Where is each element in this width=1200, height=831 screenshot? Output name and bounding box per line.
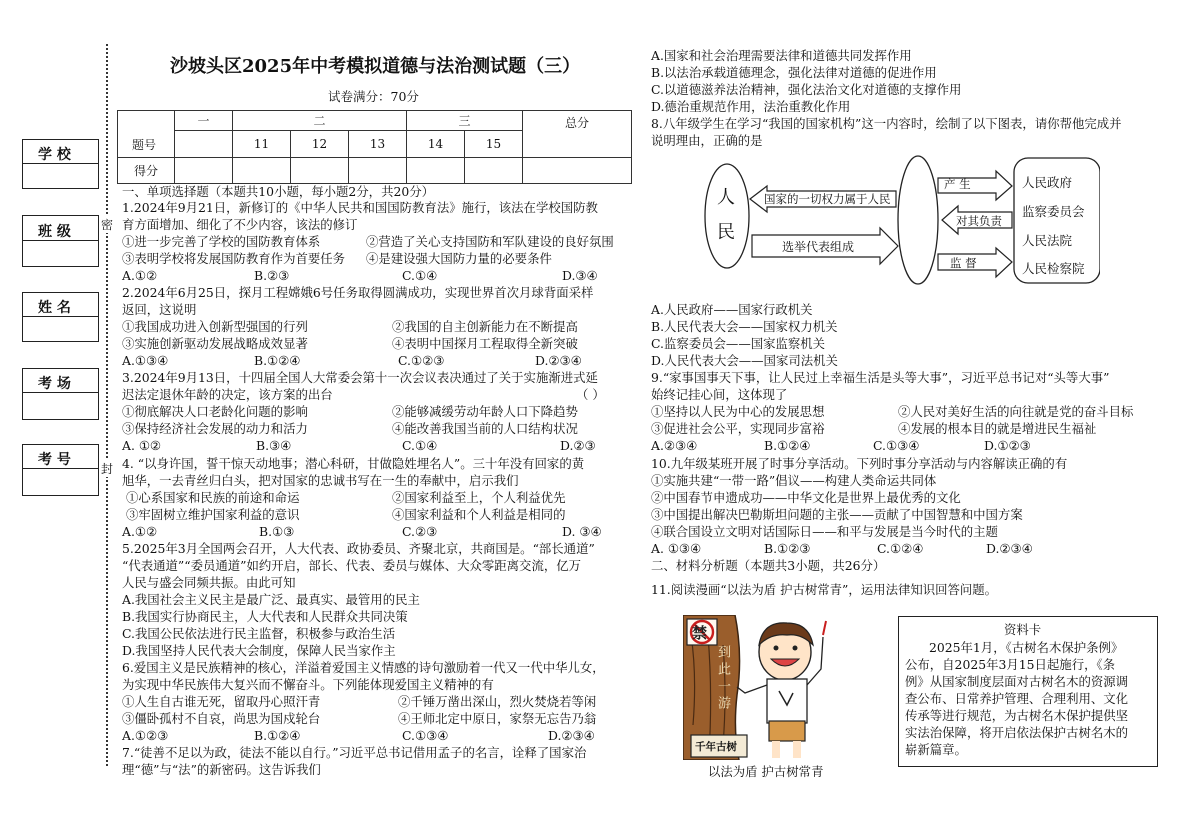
q9-option: ①坚持以人民为中心的发展思想 [651, 404, 825, 419]
score-label-qnum: 题号 [132, 138, 157, 152]
q2-answer-b[interactable]: B.①②④ [254, 353, 301, 368]
q5-line: 5.2025年3月全国两会召开，人大代表、政协委员、齐聚北京，共商国是。“部长通道” [122, 541, 595, 556]
score-q-14: 14 [407, 131, 465, 157]
q6-option: ③僵卧孤村不自哀，尚思为国戍轮台 [122, 711, 321, 726]
sidebar-school-label: 学 校 [38, 147, 71, 163]
q6-answer-d[interactable]: D.②③④ [548, 728, 595, 743]
q6-option: ④王师北定中原日，家祭无忘告乃翁 [398, 711, 597, 726]
q6-answer-b[interactable]: B.①②④ [254, 728, 301, 743]
cartoon-caption: 以法为盾 护古树常青 [708, 764, 824, 779]
section-1-heading: 一、单项选择题（本题共10小题，每小题2分，共20分） [122, 184, 435, 199]
score-q-15: 15 [465, 131, 523, 157]
q4-answer-d[interactable]: D. ③④ [562, 524, 602, 539]
no-sign-char: 禁 [692, 624, 708, 642]
q4-line: 4. “以身许国，誓干惊天动地事；潜心科研，甘做隐姓埋名人”。三十年没有回家的黄 [122, 456, 585, 471]
organ-court: 人民法院 [1022, 233, 1073, 248]
q4-answer-a[interactable]: A.①② [122, 524, 158, 539]
q4-option: ②国家利益至上，个人利益优先 [392, 490, 566, 505]
info-card-line: 2025年1月，《古树名木保护条例》 [929, 640, 1124, 655]
q2-answer-d[interactable]: D.②③④ [535, 353, 582, 368]
q9-option: ③促进社会公平，实现同步富裕 [651, 421, 825, 436]
q10-answer-b[interactable]: B.①②③ [764, 541, 811, 556]
q2-option: ③实施创新驱动发展战略成效显著 [122, 336, 308, 351]
q9-option: ④发展的根本目的就是增进民生福祉 [898, 421, 1097, 436]
q3-option: ④能改善我国当前的人口结构状况 [392, 421, 578, 436]
info-card-line: 传承等进行规范，为古树名木保护提供坚 [905, 708, 1129, 723]
sidebar-number-label: 考 号 [38, 452, 71, 468]
q2-answer-a[interactable]: A.①③④ [122, 353, 169, 368]
q3-option: ②能够减缓劳动年龄人口下降趋势 [392, 404, 578, 419]
q9-option: ②人民对美好生活的向往就是党的奋斗目标 [898, 404, 1134, 419]
score-q-11: 11 [233, 131, 291, 157]
q7-line: 7.“徒善不足以为政，徒法不能以自行。”习近平总书记借用孟子的名言，诠释了国家治 [122, 745, 587, 760]
q10-option: ①实施共建“一带一路”倡议——构建人类命运共同体 [651, 473, 937, 488]
organ-supervision: 监察委员会 [1022, 204, 1085, 219]
q8-option-c[interactable]: C.监察委员会——国家监察机关 [651, 336, 826, 351]
full-marks: 试卷满分：70分 [328, 89, 419, 104]
sidebar-room-label: 考 场 [38, 376, 71, 392]
score-cell[interactable] [349, 157, 407, 183]
q8-option-a[interactable]: A.人民政府——国家行政机关 [651, 302, 813, 317]
q5-line: “代表通道”“委员通道”如约开启，部长、代表、委员与媒体、大众零距离交流，亿万 [122, 558, 582, 573]
q2-line: 返回，这说明 [122, 302, 197, 317]
q7-option-a[interactable]: A.国家和社会治理需要法律和道德共同发挥作用 [651, 48, 912, 63]
q3-answer-a[interactable]: A. ①② [122, 438, 162, 453]
q6-answer-c[interactable]: C.①③④ [402, 728, 449, 743]
q1-option: ②营造了关心支持国防和军队建设的良好氛围 [366, 234, 614, 249]
ancient-tree-plaque: 千年古树 [695, 741, 737, 753]
page-title: 沙坡头区2025年中考模拟道德与法治测试题（三） [170, 56, 581, 77]
q3-option: ③保持经济社会发展的动力和活力 [122, 421, 308, 436]
q4-answer-b[interactable]: B.①③ [259, 524, 295, 539]
q2-option: ①我国成功进入创新型强国的行列 [122, 319, 308, 334]
responsible-label: 对其负责 [956, 214, 1002, 228]
people-ellipse [705, 164, 749, 268]
q1-line: 1.2024年9月21日，新修订的《中华人民共和国国防教育法》施行，该法在学校国防教 [122, 200, 598, 215]
q3-line: 3.2024年9月13日，十四届全国人大常委会第十一次会议表决通过了关于实施渐进式延 [122, 370, 598, 385]
q3-answer-c[interactable]: C.①④ [402, 438, 438, 453]
score-cell[interactable] [407, 157, 465, 183]
q10-option: ②中国春节申遗成功——中华文化是世界上最优秀的文化 [651, 490, 961, 505]
q9-line: 9.“家事国事天下事，让人民过上幸福生活是头等大事”，习近平总书记对“头等大事” [651, 370, 1110, 385]
score-q-13: 13 [349, 131, 407, 157]
score-q-empty [175, 131, 233, 157]
q1-answer-c[interactable]: C.①④ [402, 268, 438, 283]
q6-option: ②千锤万凿出深山，烈火焚烧若等闲 [398, 694, 597, 709]
q7-line: 理“德”与“法”的新密码。这告诉我们 [122, 762, 321, 777]
binding-dotted-line [106, 44, 108, 766]
q1-answer-a[interactable]: A.①② [122, 268, 158, 283]
q10-answer-c[interactable]: C.①②④ [877, 541, 924, 556]
info-card-line: 例》从国家制度层面对古树名木的资源调 [905, 674, 1129, 689]
q4-answer-c[interactable]: C.②③ [402, 524, 438, 539]
score-cell[interactable] [291, 157, 349, 183]
q7-option-b[interactable]: B.以法治承载道德理念，强化法律对道德的促进作用 [651, 65, 937, 80]
seal-mark-feng: 封 [101, 462, 114, 476]
q10-option: ③中国提出解决巴勒斯坦问题的主张——贡献了中国智慧和中国方案 [651, 507, 1023, 522]
produce-label: 产 生 [944, 177, 971, 191]
people-char: 人 [717, 187, 735, 208]
question-11: 11.阅读漫画“以法为盾 护古树常青”，运用法律知识回答问题。 [651, 582, 998, 597]
q3-answer-b[interactable]: B.③④ [256, 438, 292, 453]
q9-answer-d[interactable]: D.①②③ [984, 438, 1031, 453]
section-2-heading: 二、材料分析题（本题共3小题，共26分） [651, 558, 886, 573]
q6-line: 6.爱国主义是民族精神的核心，洋溢着爱国主义情感的诗句激励着一代又一代中华儿女， [122, 660, 605, 675]
q6-option: ①人生自古谁无死，留取丹心照汗青 [122, 694, 321, 709]
q8-line: 8.八年级学生在学习“我国的国家机构”这一内容时，绘制了以下图表，请你帮他完成并 [651, 116, 1122, 131]
q4-option: ③牢固树立维护国家利益的意识 [126, 507, 300, 522]
q5-line: 人民与盛会同频共振。由此可知 [122, 575, 296, 590]
score-table [117, 110, 632, 184]
q8-option-d[interactable]: D.人民代表大会——国家司法机关 [651, 353, 838, 368]
q2-answer-c[interactable]: C.①②③ [398, 353, 445, 368]
q4-line: 旭华，一去青丝归白头，把对国家的忠诚书写在一生的奉献中，启示我们 [122, 473, 519, 488]
score-cell[interactable] [465, 157, 523, 183]
congress-ellipse [898, 156, 938, 284]
q1-option: ④是建设强大国防力量的必要条件 [366, 251, 552, 266]
info-card [898, 616, 1158, 767]
q10-line: 10.九年级某班开展了时事分享活动。下列时事分享活动与内容解读正确的有 [651, 456, 1068, 471]
supervise-label: 监 督 [950, 256, 977, 270]
q8-line: 说明理由，正确的是 [651, 133, 763, 148]
q2-line: 2.2024年6月25日，探月工程嫦娥6号任务取得圆满成功，实现世界首次月球背面采样 [122, 285, 594, 300]
cartoon-illustration [683, 615, 838, 760]
score-label-score: 得分 [118, 157, 175, 183]
q5-option-b[interactable]: B.我国实行协商民主，人大代表和人民群众共同决策 [122, 609, 408, 624]
q1-answer-b[interactable]: B.②③ [254, 268, 290, 283]
score-cell[interactable] [175, 157, 233, 183]
seal-mark-mi: 密 [101, 218, 114, 232]
q5-option-a[interactable]: A.我国社会主义民主是最广泛、最真实、最管用的民主 [122, 592, 420, 607]
info-card-line: 崭新篇章。 [905, 742, 967, 757]
score-col-1: 一 [175, 111, 233, 131]
sidebar-name-label: 姓 名 [38, 300, 71, 316]
power-arrow-label: 国家的一切权力属于人民 [764, 192, 891, 206]
q10-answer-d[interactable]: D.②③④ [986, 541, 1033, 556]
score-col-total: 总分 [523, 111, 632, 158]
score-cell[interactable] [233, 157, 291, 183]
q7-option-c[interactable]: C.以道德滋养法治精神，强化法治文化对道德的支撑作用 [651, 82, 962, 97]
info-card-line: 实法治保障，将开启依法保护古树名木的 [905, 725, 1129, 740]
score-cell[interactable] [523, 157, 632, 183]
q7-option-d[interactable]: D.德治重规范作用，法治重教化作用 [651, 99, 851, 114]
q9-answer-c[interactable]: C.①③④ [873, 438, 920, 453]
q6-line: 为实现中华民族伟大复兴而不懈奋斗。下列能体现爱国主义精神的有 [122, 677, 494, 692]
q5-option-c[interactable]: C.我国公民依法进行民主监督，积极参与政治生活 [122, 626, 396, 641]
q9-line: 始终记挂心间，这体现了 [651, 387, 788, 402]
q3-option: ①彻底解决人口老龄化问题的影响 [122, 404, 308, 419]
score-col-2: 二 [233, 111, 407, 131]
q8-option-b[interactable]: B.人民代表大会——国家权力机关 [651, 319, 838, 334]
q6-answer-a[interactable]: A.①②③ [122, 728, 169, 743]
q4-option: ①心系国家和民族的前途和命运 [126, 490, 300, 505]
q5-option-d[interactable]: D.我国坚持人民代表大会制度，保障人民当家作主 [122, 643, 396, 658]
q10-answer-a[interactable]: A. ①③④ [651, 541, 702, 556]
sidebar-class-label: 班 级 [38, 224, 71, 240]
people-char: 民 [717, 222, 735, 243]
q1-option: ①进一步完善了学校的国防教育体系 [122, 234, 321, 249]
q10-option: ④联合国设立文明对话国际日——和平与发展是当今时代的主题 [651, 524, 998, 539]
elect-arrow-label: 选举代表组成 [782, 240, 855, 254]
q3-line: 迟法定退休年龄的决定，该方案的出台 [122, 387, 333, 402]
organ-procuratorate: 人民检察院 [1022, 261, 1085, 276]
q3-answer-paren[interactable]: （ ） [576, 387, 605, 402]
q9-answer-b[interactable]: B.①②④ [764, 438, 811, 453]
q1-option: ③表明学校将发展国防教育作为首要任务 [122, 251, 346, 266]
organ-government: 人民政府 [1022, 175, 1073, 190]
score-q-12: 12 [291, 131, 349, 157]
q1-answer-d[interactable]: D.③④ [562, 268, 598, 283]
graffiti-text: 到此一游 [715, 645, 730, 713]
info-card-title: 资料卡 [1004, 622, 1042, 637]
q4-option: ④国家利益和个人利益是相同的 [392, 507, 566, 522]
q2-option: ②我国的自主创新能力在不断提高 [392, 319, 578, 334]
score-col-3: 三 [407, 111, 523, 131]
q9-answer-a[interactable]: A.②③④ [651, 438, 698, 453]
q3-answer-d[interactable]: D.②③ [560, 438, 596, 453]
info-card-line: 公布，自2025年3月15日起施行，《条 [905, 657, 1116, 672]
q2-option: ④表明中国探月工程取得全新突破 [392, 336, 578, 351]
info-card-line: 查公布、日常养护管理、合理利用、文化 [905, 691, 1129, 706]
q1-line: 育方面增加、细化了不少内容，该法的修订 [122, 217, 358, 232]
state-organs-diagram [700, 150, 1100, 295]
